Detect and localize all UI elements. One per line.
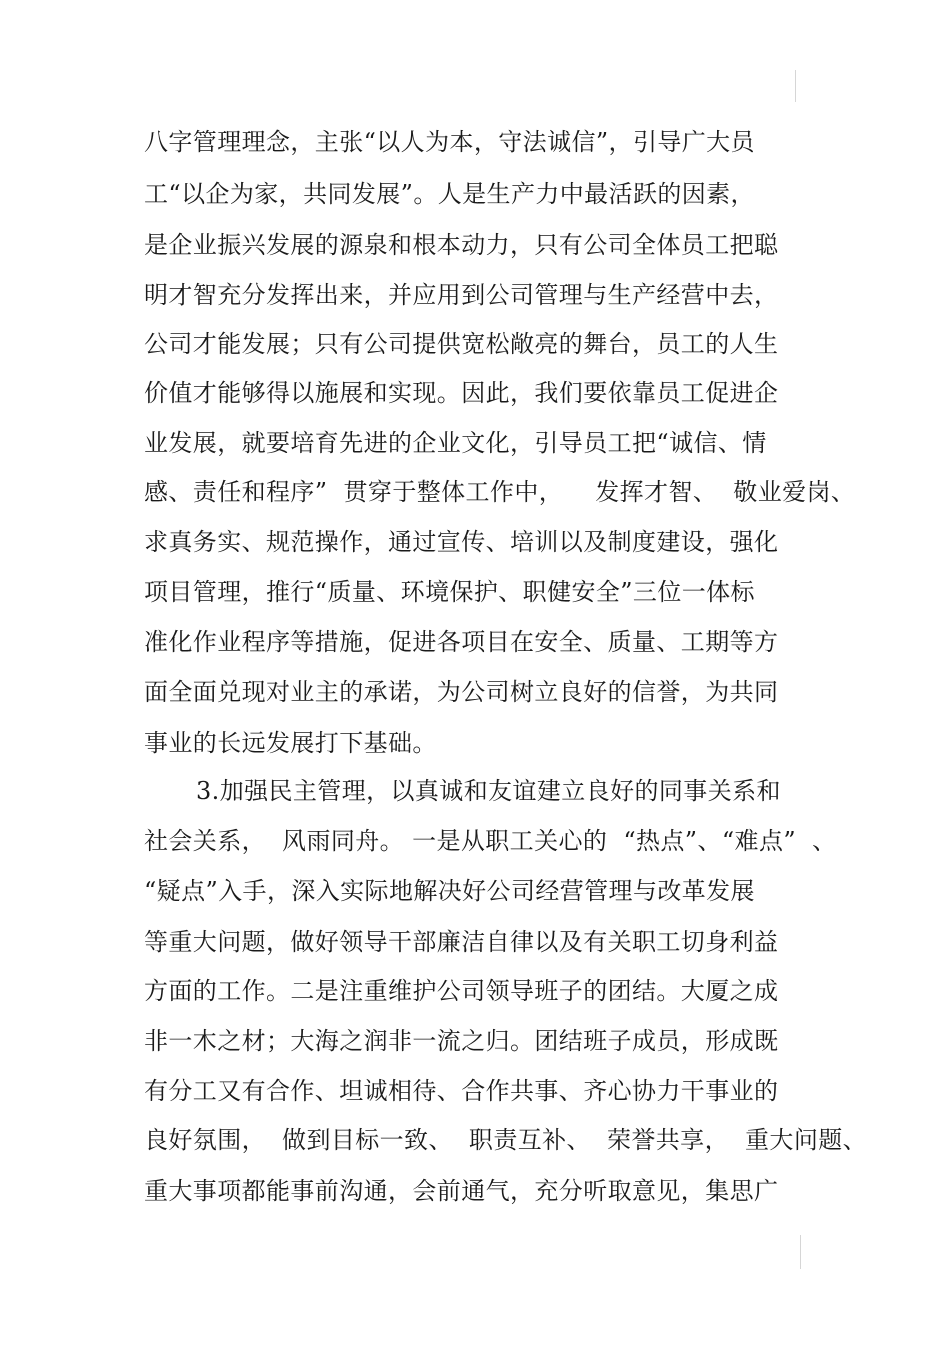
body-text-line: 是企业振兴发展的源泉和根本动力，只有公司全体员工把聪 (144, 231, 779, 259)
body-text-line: 八字管理理念，主张“以人为本，守法诚信”，引导广大员 (144, 128, 755, 156)
body-text-line: 业发展，就要培育先进的企业文化，引导员工把“诚信、情 (144, 429, 767, 457)
body-text-line: 方面的工作。二是注重维护公司领导班子的团结。大厦之成 (144, 977, 779, 1005)
body-text-line: 价值才能够得以施展和实现。因此，我们要依靠员工促进企 (144, 379, 779, 407)
body-text-line: 事业的长远发展打下基础。 (144, 729, 437, 757)
body-text-line: 有分工又有合作、坦诚相待、合作共事、齐心协力干事业的 (144, 1077, 779, 1105)
section-heading-line: 3.加强民主管理，以真诚和友谊建立良好的同事关系和 (196, 777, 781, 805)
body-text-line: 项目管理，推行“质量、环境保护、职健安全”三位一体标 (144, 578, 755, 606)
body-text-line: 求真务实、规范操作，通过宣传、培训以及制度建设，强化 (144, 528, 779, 556)
body-text-line: 非一木之材；大海之润非一流之归。团结班子成员，形成既 (144, 1027, 779, 1055)
body-text-line: 良好氛围， 做到目标一致、 职责互补、 荣誉共享， 重大问题、 (144, 1126, 868, 1154)
body-text-line: 准化作业程序等措施，促进各项目在安全、质量、工期等方 (144, 628, 779, 656)
body-text-line: 面全面兑现对业主的承诺，为公司树立良好的信誉，为共同 (144, 678, 779, 706)
body-text-line: 明才智充分发挥出来，并应用到公司管理与生产经营中去， (144, 281, 779, 309)
body-text-line: 重大事项都能事前沟通，会前通气，充分听取意见，集思广 (144, 1177, 779, 1205)
body-text-line: 社会关系， 风雨同舟。 一是从职工关心的 “热点”、“难点” 、 (144, 827, 837, 855)
body-text-line: 感、责任和程序” 贯穿于整体工作中， 发挥才智、 敬业爱岗、 (144, 478, 856, 506)
body-text-line: 公司才能发展；只有公司提供宽松敞亮的舞台，员工的人生 (144, 330, 779, 358)
body-text-line: 工“以企为家，共同发展”。人是生产力中最活跃的因素， (144, 180, 755, 208)
body-text-line: “疑点”入手，深入实际地解决好公司经营管理与改革发展 (144, 877, 755, 905)
page-edge-mark-bottom (800, 1235, 801, 1269)
page-edge-mark-top (795, 70, 796, 102)
body-text-line: 等重大问题，做好领导干部廉洁自律以及有关职工切身利益 (144, 928, 779, 956)
